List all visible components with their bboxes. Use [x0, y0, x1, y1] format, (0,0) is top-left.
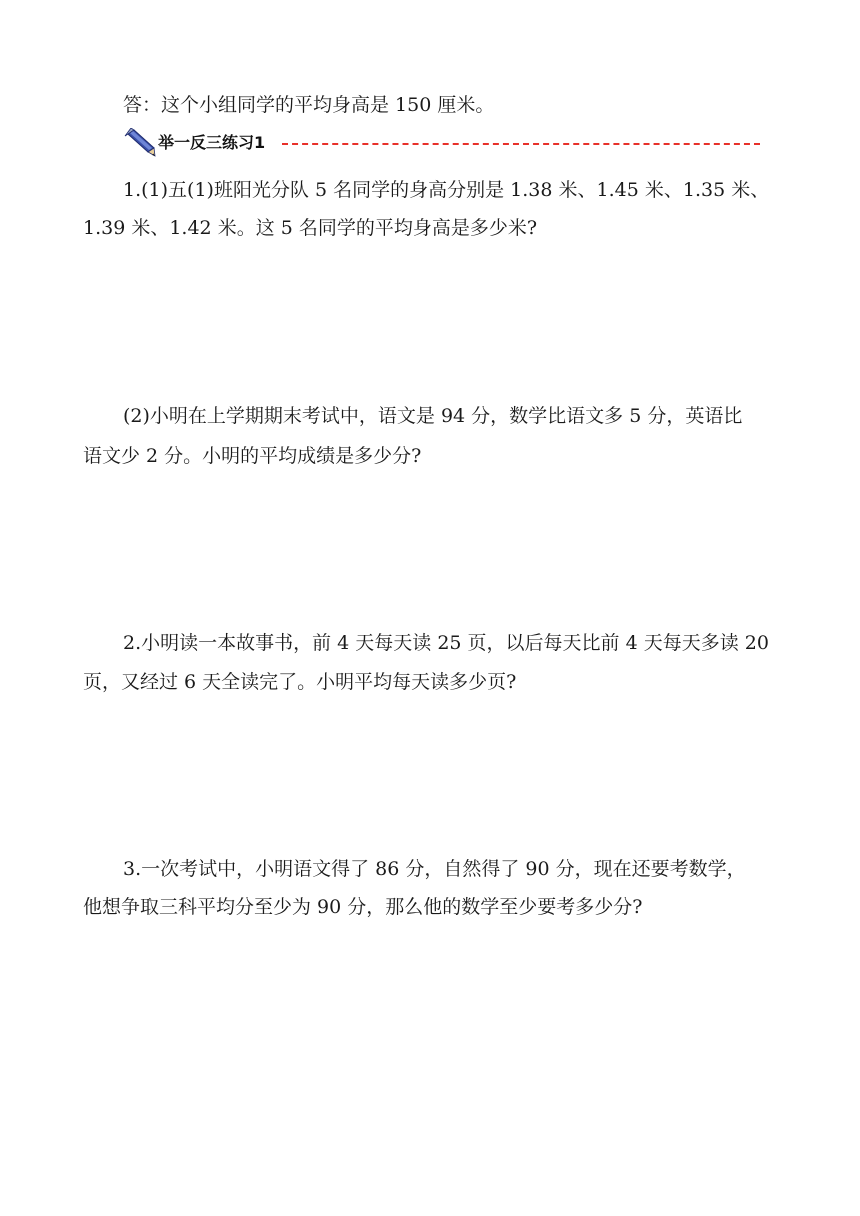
section-header [122, 128, 762, 158]
pencil-icon [122, 128, 156, 158]
question-3-line-2: 他想争取三科平均分至少为 90 分，那么他的数学至少要考多少分? [83, 896, 643, 918]
question-2-line-2: 页，又经过 6 天全读完了。小明平均每天读多少页? [83, 671, 517, 693]
question-1-2-line-1: (2)小明在上学期期末考试中，语文是 94 分，数学比语文多 5 分，英语比 [123, 405, 743, 427]
question-1-1-line-2: 1.39 米、1.42 米。这 5 名同学的平均身高是多少米? [83, 217, 538, 239]
answer-text: 答：这个小组同学的平均身高是 150 厘米。 [123, 94, 495, 116]
question-1-1-line-1: 1.(1)五(1)班阳光分队 5 名同学的身高分别是 1.38 米、1.45 米、1.35 米、 [123, 179, 770, 201]
question-1-2-line-2: 语文少 2 分。小明的平均成绩是多少分? [83, 445, 422, 467]
question-2-line-1: 2.小明读一本故事书，前 4 天每天读 25 页，以后每天比前 4 天每天多读 20 [123, 632, 769, 654]
question-3-line-1: 3.一次考试中，小明语文得了 86 分，自然得了 90 分，现在还要考数学， [123, 858, 746, 880]
section-title: 举一反三练习1 [158, 133, 266, 152]
dashed-divider [282, 143, 760, 145]
